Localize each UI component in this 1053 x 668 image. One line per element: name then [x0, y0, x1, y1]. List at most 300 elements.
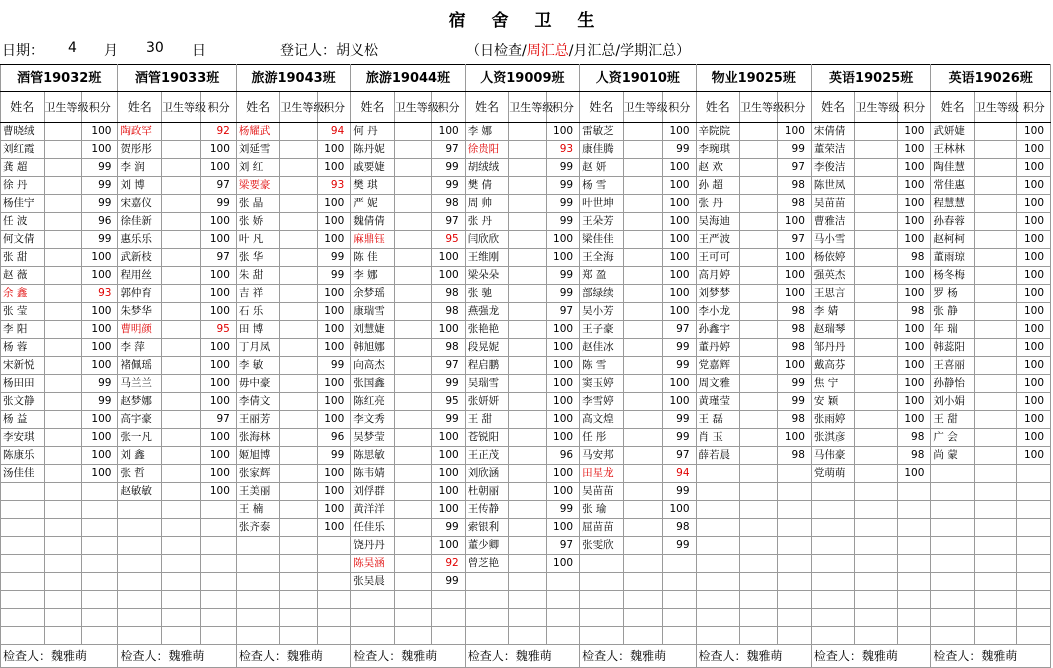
- student-name-cell: 王 楠: [236, 501, 280, 519]
- score-cell: 100: [777, 285, 811, 303]
- student-name-cell: 陈康乐: [1, 447, 45, 465]
- score-column-header: 积分: [1017, 92, 1051, 123]
- score-cell: 99: [432, 411, 465, 429]
- score-cell: 100: [663, 501, 696, 519]
- grade-cell: [509, 249, 546, 267]
- score-cell: 100: [1017, 177, 1051, 195]
- grade-cell: [394, 321, 431, 339]
- score-cell: 100: [317, 483, 350, 501]
- grade-cell: [974, 429, 1017, 447]
- grade-cell: [394, 285, 431, 303]
- score-cell: 96: [317, 429, 350, 447]
- grade-cell: [161, 429, 200, 447]
- student-name-cell: 肖 玉: [696, 429, 740, 447]
- grade-cell: [740, 177, 777, 195]
- grade-cell: [974, 519, 1017, 537]
- score-cell: [81, 519, 117, 537]
- score-cell: [1017, 627, 1051, 645]
- student-name-cell: 刘欣涵: [465, 465, 509, 483]
- grade-cell: [280, 213, 317, 231]
- grade-cell: [509, 483, 546, 501]
- grade-cell: [974, 375, 1017, 393]
- mode-open: （日检查/: [466, 43, 527, 59]
- grade-cell: [394, 627, 431, 645]
- student-name-cell: 李安琪: [1, 429, 45, 447]
- score-cell: 100: [546, 429, 579, 447]
- grade-cell: [44, 303, 81, 321]
- grade-cell: [623, 267, 662, 285]
- student-name-cell: [580, 573, 624, 591]
- grade-cell: [855, 357, 898, 375]
- grade-cell: [44, 537, 81, 555]
- grade-column-header: 卫生等级: [623, 92, 662, 123]
- student-name-cell: [696, 465, 740, 483]
- grade-cell: [280, 519, 317, 537]
- student-name-cell: 张 驰: [465, 285, 509, 303]
- student-name-cell: 吴苗苗: [811, 195, 855, 213]
- student-name-cell: 李 萍: [118, 339, 162, 357]
- score-cell: 100: [1017, 303, 1051, 321]
- score-cell: 97: [201, 249, 236, 267]
- student-name-cell: [931, 627, 975, 645]
- name-column-header: 姓名: [351, 92, 395, 123]
- grade-cell: [394, 141, 431, 159]
- score-cell: [201, 609, 236, 627]
- score-cell: 100: [81, 339, 117, 357]
- student-name-cell: [931, 465, 975, 483]
- score-cell: 99: [432, 519, 465, 537]
- student-name-cell: 张淇彦: [811, 429, 855, 447]
- student-name-cell: 石 乐: [236, 303, 280, 321]
- inspector-label: 检查人：魏雅萌: [118, 645, 236, 668]
- student-name-cell: 刘 博: [118, 177, 162, 195]
- grade-cell: [161, 411, 200, 429]
- score-cell: 100: [663, 177, 696, 195]
- grade-cell: [623, 501, 662, 519]
- grade-cell: [509, 231, 546, 249]
- score-cell: 100: [201, 375, 236, 393]
- grade-cell: [974, 303, 1017, 321]
- student-name-cell: 张 丹: [696, 195, 740, 213]
- score-cell: 97: [201, 177, 236, 195]
- inspector-label: 检查人：魏雅萌: [236, 645, 350, 668]
- class-name-header: 酒管19032班: [1, 65, 118, 92]
- score-cell: 99: [777, 141, 811, 159]
- grade-cell: [280, 609, 317, 627]
- table-row: [1, 339, 1051, 357]
- student-name-cell: [580, 609, 624, 627]
- student-name-cell: 宋嘉仪: [118, 195, 162, 213]
- student-name-cell: 杨 蓉: [1, 339, 45, 357]
- score-cell: 100: [432, 267, 465, 285]
- student-name-cell: 张一凡: [118, 429, 162, 447]
- grade-cell: [974, 591, 1017, 609]
- score-cell: 100: [317, 285, 350, 303]
- score-cell: 99: [81, 393, 117, 411]
- student-name-cell: [696, 537, 740, 555]
- score-cell: 99: [546, 285, 579, 303]
- grade-cell: [855, 429, 898, 447]
- score-cell: 97: [546, 537, 579, 555]
- grade-cell: [855, 141, 898, 159]
- grade-cell: [740, 573, 777, 591]
- grade-cell: [740, 267, 777, 285]
- student-name-cell: [931, 573, 975, 591]
- score-cell: 100: [317, 375, 350, 393]
- grade-cell: [509, 627, 546, 645]
- score-cell: [1017, 591, 1051, 609]
- grade-cell: [974, 447, 1017, 465]
- grade-cell: [161, 267, 200, 285]
- score-cell: 98: [897, 429, 930, 447]
- student-name-cell: [351, 609, 395, 627]
- grade-cell: [394, 357, 431, 375]
- grade-cell: [623, 519, 662, 537]
- student-name-cell: 党嘉辉: [696, 357, 740, 375]
- score-cell: 99: [663, 429, 696, 447]
- score-cell: [81, 609, 117, 627]
- student-name-cell: [1, 627, 45, 645]
- student-name-cell: [118, 519, 162, 537]
- student-name-cell: 辛院院: [696, 123, 740, 141]
- score-cell: 100: [546, 375, 579, 393]
- student-name-cell: 张 莹: [1, 303, 45, 321]
- grade-cell: [740, 609, 777, 627]
- student-name-cell: 叶 凡: [236, 231, 280, 249]
- class-name-header: 人资19009班: [465, 65, 579, 92]
- score-cell: 95: [432, 231, 465, 249]
- grade-cell: [740, 159, 777, 177]
- grade-cell: [44, 573, 81, 591]
- score-cell: 97: [777, 159, 811, 177]
- student-name-cell: 刘延雪: [236, 141, 280, 159]
- score-cell: 96: [546, 447, 579, 465]
- grade-cell: [855, 249, 898, 267]
- score-cell: 100: [1017, 123, 1051, 141]
- grade-cell: [509, 591, 546, 609]
- grade-cell: [394, 213, 431, 231]
- grade-cell: [161, 393, 200, 411]
- grade-cell: [280, 159, 317, 177]
- score-cell: 98: [777, 177, 811, 195]
- student-name-cell: 王思言: [811, 285, 855, 303]
- score-cell: 100: [897, 411, 930, 429]
- student-name-cell: 余 鑫: [1, 285, 45, 303]
- student-name-cell: 刘 鑫: [118, 447, 162, 465]
- score-cell: 100: [201, 141, 236, 159]
- grade-cell: [280, 483, 317, 501]
- table-row: [1, 321, 1051, 339]
- grade-cell: [161, 303, 200, 321]
- grade-cell: [44, 483, 81, 501]
- student-name-cell: 刘小娟: [931, 393, 975, 411]
- grade-cell: [855, 411, 898, 429]
- score-cell: 100: [432, 429, 465, 447]
- grade-cell: [394, 519, 431, 537]
- table-row: [1, 303, 1051, 321]
- student-name-cell: [696, 627, 740, 645]
- table-row: [1, 357, 1051, 375]
- score-cell: 100: [897, 267, 930, 285]
- class-name-header: 旅游19043班: [236, 65, 350, 92]
- score-cell: 100: [432, 123, 465, 141]
- score-cell: [777, 483, 811, 501]
- score-cell: 100: [663, 195, 696, 213]
- grade-cell: [855, 555, 898, 573]
- student-name-cell: 陈思敏: [351, 447, 395, 465]
- grade-cell: [280, 267, 317, 285]
- score-cell: 98: [432, 303, 465, 321]
- student-name-cell: 王喜丽: [931, 357, 975, 375]
- score-column-header: 积分: [432, 92, 465, 123]
- score-cell: 99: [201, 195, 236, 213]
- student-name-cell: [1, 537, 45, 555]
- student-name-cell: [931, 483, 975, 501]
- score-cell: 100: [663, 393, 696, 411]
- mode-rest: /月汇总/学期汇总）: [568, 43, 691, 59]
- grade-cell: [394, 123, 431, 141]
- score-cell: 100: [777, 267, 811, 285]
- inspector-label: 检查人：魏雅萌: [465, 645, 579, 668]
- student-name-cell: [811, 573, 855, 591]
- score-cell: [317, 627, 350, 645]
- score-cell: [317, 609, 350, 627]
- score-cell: 99: [81, 375, 117, 393]
- score-cell: [897, 627, 930, 645]
- score-cell: 98: [777, 447, 811, 465]
- student-name-cell: 宋新悦: [1, 357, 45, 375]
- student-name-cell: 王正茂: [465, 447, 509, 465]
- table-row: [1, 231, 1051, 249]
- grade-cell: [740, 393, 777, 411]
- score-cell: 100: [663, 213, 696, 231]
- grade-cell: [394, 375, 431, 393]
- grade-cell: [509, 609, 546, 627]
- score-cell: [317, 591, 350, 609]
- score-cell: 100: [897, 177, 930, 195]
- student-name-cell: 党萌萌: [811, 465, 855, 483]
- score-cell: [897, 573, 930, 591]
- grade-cell: [855, 537, 898, 555]
- student-name-cell: [696, 519, 740, 537]
- grade-cell: [974, 501, 1017, 519]
- score-cell: 100: [897, 141, 930, 159]
- score-cell: 99: [81, 159, 117, 177]
- grade-cell: [974, 537, 1017, 555]
- student-name-cell: 张雨婷: [811, 411, 855, 429]
- student-name-cell: 叶世坤: [580, 195, 624, 213]
- inspector-label: 检查人：魏雅萌: [931, 645, 1051, 668]
- score-cell: 100: [317, 465, 350, 483]
- grade-cell: [855, 609, 898, 627]
- student-name-cell: 梁佳佳: [580, 231, 624, 249]
- student-name-cell: 马小雪: [811, 231, 855, 249]
- student-name-cell: [236, 555, 280, 573]
- score-cell: 97: [201, 411, 236, 429]
- student-name-cell: 张国鑫: [351, 375, 395, 393]
- student-name-cell: [931, 519, 975, 537]
- score-cell: 100: [81, 267, 117, 285]
- score-cell: 100: [663, 231, 696, 249]
- score-cell: 97: [432, 357, 465, 375]
- score-cell: [1017, 537, 1051, 555]
- score-cell: 99: [777, 393, 811, 411]
- score-cell: 100: [81, 429, 117, 447]
- score-cell: 100: [317, 411, 350, 429]
- score-cell: 100: [201, 357, 236, 375]
- student-name-cell: 丁月凤: [236, 339, 280, 357]
- score-cell: 100: [663, 303, 696, 321]
- score-cell: 100: [201, 393, 236, 411]
- grade-cell: [280, 555, 317, 573]
- student-name-cell: 严 妮: [351, 195, 395, 213]
- grade-cell: [974, 339, 1017, 357]
- grade-cell: [161, 177, 200, 195]
- score-cell: [1017, 609, 1051, 627]
- score-cell: 100: [1017, 249, 1051, 267]
- grade-cell: [855, 213, 898, 231]
- inspector-label: 检查人：魏雅萌: [696, 645, 811, 668]
- score-cell: 99: [317, 357, 350, 375]
- student-name-cell: 杨 益: [1, 411, 45, 429]
- grade-cell: [855, 123, 898, 141]
- grade-cell: [44, 321, 81, 339]
- score-cell: 100: [1017, 267, 1051, 285]
- student-name-cell: 程启鹏: [465, 357, 509, 375]
- student-name-cell: 段晃妮: [465, 339, 509, 357]
- student-name-cell: 武妍婕: [931, 123, 975, 141]
- grade-cell: [280, 285, 317, 303]
- grade-cell: [509, 195, 546, 213]
- grade-cell: [509, 303, 546, 321]
- score-cell: 100: [1017, 339, 1051, 357]
- grade-cell: [974, 141, 1017, 159]
- student-name-cell: [696, 573, 740, 591]
- student-name-cell: 罗 杨: [931, 285, 975, 303]
- grade-cell: [623, 573, 662, 591]
- score-cell: 100: [81, 321, 117, 339]
- table-row: [1, 249, 1051, 267]
- score-cell: 97: [432, 213, 465, 231]
- score-cell: 100: [546, 465, 579, 483]
- grade-cell: [44, 609, 81, 627]
- score-cell: 99: [432, 573, 465, 591]
- score-cell: 100: [432, 465, 465, 483]
- grade-cell: [44, 141, 81, 159]
- student-name-cell: 陈 佳: [351, 249, 395, 267]
- student-name-cell: 安 颖: [811, 393, 855, 411]
- grade-cell: [855, 519, 898, 537]
- score-cell: 98: [432, 339, 465, 357]
- grade-cell: [394, 267, 431, 285]
- grade-cell: [855, 231, 898, 249]
- student-name-cell: 王美丽: [236, 483, 280, 501]
- grade-cell: [623, 591, 662, 609]
- score-cell: 99: [777, 375, 811, 393]
- grade-cell: [394, 411, 431, 429]
- grade-cell: [855, 285, 898, 303]
- grade-cell: [280, 303, 317, 321]
- score-cell: 100: [317, 231, 350, 249]
- grade-cell: [509, 123, 546, 141]
- student-name-cell: 吴梦莹: [351, 429, 395, 447]
- student-name-cell: [118, 609, 162, 627]
- score-cell: 100: [663, 159, 696, 177]
- grade-cell: [394, 177, 431, 195]
- score-cell: 99: [81, 195, 117, 213]
- score-cell: [81, 483, 117, 501]
- grade-cell: [44, 267, 81, 285]
- score-cell: [663, 591, 696, 609]
- grade-cell: [280, 537, 317, 555]
- grade-cell: [623, 447, 662, 465]
- score-cell: 99: [663, 537, 696, 555]
- score-cell: [201, 573, 236, 591]
- student-name-cell: [118, 555, 162, 573]
- student-name-cell: 李俊洁: [811, 159, 855, 177]
- student-name-cell: 陈昊涵: [351, 555, 395, 573]
- grade-column-header: 卫生等级: [855, 92, 898, 123]
- score-cell: 100: [317, 339, 350, 357]
- score-cell: [777, 573, 811, 591]
- score-cell: 100: [201, 429, 236, 447]
- score-cell: 99: [663, 411, 696, 429]
- student-name-cell: [1, 483, 45, 501]
- score-cell: [201, 537, 236, 555]
- grade-cell: [974, 123, 1017, 141]
- student-name-cell: 杜朝丽: [465, 483, 509, 501]
- table-row: [1, 267, 1051, 285]
- grade-column-header: 卫生等级: [280, 92, 317, 123]
- grade-cell: [740, 141, 777, 159]
- student-name-cell: [811, 519, 855, 537]
- date-label: 日期：: [2, 43, 44, 59]
- class-name-header: 英语19026班: [931, 65, 1051, 92]
- score-cell: 100: [546, 321, 579, 339]
- score-cell: 96: [81, 213, 117, 231]
- grade-cell: [509, 573, 546, 591]
- student-name-cell: 李小龙: [696, 303, 740, 321]
- student-name-cell: 韩旭娜: [351, 339, 395, 357]
- student-name-cell: 褚佩瑶: [118, 357, 162, 375]
- table-row: [1, 411, 1051, 429]
- grade-cell: [280, 429, 317, 447]
- grade-cell: [974, 267, 1017, 285]
- student-name-cell: 梁要豪: [236, 177, 280, 195]
- name-column-header: 姓名: [118, 92, 162, 123]
- grade-cell: [280, 465, 317, 483]
- student-name-cell: 赵 欢: [696, 159, 740, 177]
- score-cell: 100: [897, 285, 930, 303]
- score-column-header: 积分: [897, 92, 930, 123]
- table-row: [1, 555, 1051, 573]
- grade-cell: [394, 537, 431, 555]
- grade-cell: [44, 555, 81, 573]
- student-name-cell: [580, 591, 624, 609]
- score-column-header: 积分: [201, 92, 236, 123]
- score-cell: 100: [1017, 141, 1051, 159]
- student-name-cell: 李 敏: [236, 357, 280, 375]
- grade-cell: [509, 159, 546, 177]
- score-cell: 100: [81, 303, 117, 321]
- student-name-cell: 徐 丹: [1, 177, 45, 195]
- score-cell: 100: [897, 195, 930, 213]
- student-name-cell: 黄洋洋: [351, 501, 395, 519]
- student-name-cell: 董荣洁: [811, 141, 855, 159]
- grade-cell: [394, 447, 431, 465]
- score-cell: 100: [663, 267, 696, 285]
- score-cell: 99: [663, 357, 696, 375]
